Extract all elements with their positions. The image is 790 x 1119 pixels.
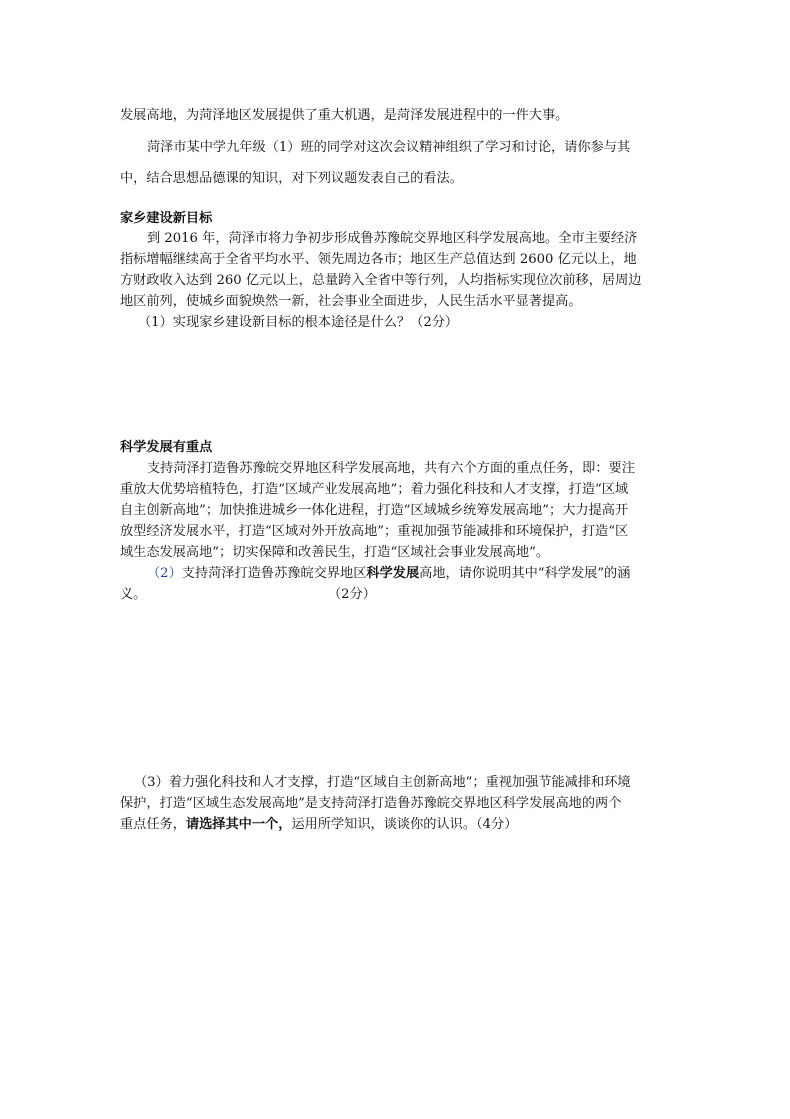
question-number: （2） [147, 566, 182, 581]
paragraph-line: 域生态发展高地”；切实保障和改善民生，打造“区域社会事业发展高地”。 [120, 545, 550, 560]
question-text: 运用所学知识，谈谈你的认识。（4分） [291, 817, 518, 832]
intro-line: 发展高地，为菏泽地区发展提供了重大机遇，是菏泽发展进程中的一件大事。 [120, 108, 569, 123]
question-2 [147, 566, 630, 582]
paragraph-line: 支持菏泽打造鲁苏豫皖交界地区科学发展高地，共有六个方面的重点任务，即：要注 [147, 461, 635, 476]
question-text: 高地，请你说明其中“科学发展”的涵 [419, 566, 631, 581]
question-1: （1）实现家乡建设新目标的根本途径是什么？（2分） [138, 315, 459, 330]
paragraph-line: 自主创新高地”；加快推进城乡一体化进程，打造“区域城乡统筹发展高地”；大力提高开 [120, 503, 629, 518]
question-text: 重点任务， [120, 817, 186, 832]
question-3-line: 保护，打造“区域生态发展高地”是支持菏泽打造鲁苏豫皖交界地区科学发展高地的两个 [120, 796, 622, 811]
question-2-score: （2分） [328, 587, 376, 602]
intro-line: 菏泽市某中学九年级（1）班的同学对这次会议精神组织了学习和讨论，请你参与其 [147, 140, 631, 155]
paragraph-line: 重放大优势培植特色，打造“区域产业发展高地”；着力强化科技和人才支撑，打造“区域 [120, 482, 629, 497]
section-heading-goal: 家乡建设新目标 [120, 211, 213, 226]
intro-line: 中，结合思想品德课的知识，对下列议题发表自己的看法。 [120, 171, 463, 186]
question-3-line [120, 817, 517, 833]
paragraph-line: 方财政收入达到 260 亿元以上，总量跨入全省中等行列，人均指标实现位次前移，居周边 [120, 273, 642, 288]
question-emphasis: 请选择其中一个， [185, 817, 292, 832]
paragraph-line: 指标增幅继续高于全省平均水平、领先周边各市；地区生产总值达到 2600 亿元以上，地 [120, 252, 637, 267]
paragraph-line: 地区前列，使城乡面貌焕然一新，社会事业全面进步，人民生活水平显著提高。 [120, 294, 582, 309]
section-heading-focus: 科学发展有重点 [120, 440, 213, 455]
question-3-line: （3）着力强化科技和人才支撑，打造“区域自主创新高地”；重视加强节能减排和环境 [134, 775, 631, 790]
paragraph-line: 放型经济发展水平，打造“区域对外开放高地”；重视加强节能减排和环境保护，打造“区 [120, 524, 629, 539]
question-2-continued: 义。 [120, 587, 147, 602]
question-text: 支持菏泽打造鲁苏豫皖交界地区 [181, 566, 367, 581]
question-emphasis: 科学发展 [366, 566, 420, 581]
paragraph-line: 到 2016 年，菏泽市将力争初步形成鲁苏豫皖交界地区科学发展高地。全市主要经济 [147, 231, 638, 246]
